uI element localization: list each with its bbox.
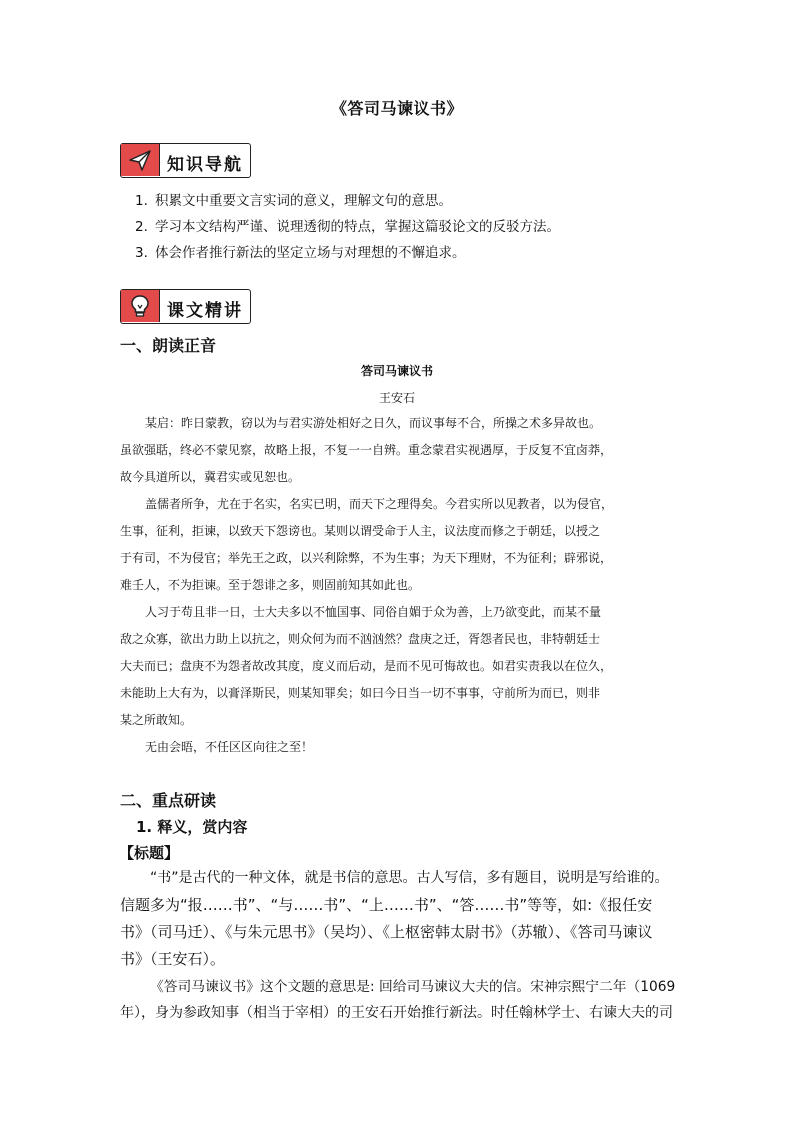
section-badge-text-intensive [120, 289, 251, 324]
classical-line: 未能助上大有为，以膏泽斯民，则某知罪矣；如曰今日当一切不事事，守前所为而已，则非 [120, 686, 601, 700]
tag-title: 【标题】 [119, 844, 180, 862]
badge-label: 课文精讲 [167, 301, 243, 321]
body-line: 书》（司马迁）、《与朱元思书》（吴均）、《上枢密韩太尉书》（苏辙）、《答司马谏议 [120, 923, 653, 941]
objective-item [135, 218, 560, 236]
classical-line: 盖儒者所争，尤在于名实，名实已明，而天下之理得矣。今君实所以见教者，以为侵官， [145, 497, 614, 511]
classical-line: 人习于苟且非一日，士大夫多以不恤国事、同俗自媚于众为善，上乃欲变此，而某不量 [145, 605, 602, 619]
badge-icon-box [121, 144, 160, 176]
classical-line: 生事，征利，拒谏，以致天下怨谤也。某则以谓受命于人主，议法度而修之于朝廷，以授之 [120, 524, 601, 538]
classical-line: 某启：昨日蒙教，窃以为与君实游处相好之日久，而议事每不合，所操之术多异故也。 [145, 416, 602, 430]
objective-number: 1. [135, 193, 148, 209]
badge-icon-box [121, 290, 160, 322]
body-line: 书》（王安石）。 [120, 950, 226, 968]
body-line: 信题多为“报……书”、“与……书”、“上……书”、“答……书”等等，如:《报任安 [120, 896, 653, 914]
objective-item [135, 192, 452, 210]
section-badge-knowledge-nav [120, 143, 251, 178]
objective-text: 学习本文结构严谨、说理透彻的特点，掌握这篇驳论文的反驳方法。 [155, 219, 560, 235]
objective-item [135, 244, 466, 262]
paper-plane-icon [127, 148, 153, 172]
classical-line: 敌之众寡，欲出力助上以抗之，则众何为而不汹汹然？盘庚之迁，胥怨者民也，非特朝廷士 [120, 632, 601, 646]
objective-number: 2. [135, 219, 148, 235]
objective-text: 积累文中重要文言实词的意义，理解文句的意思。 [155, 193, 452, 209]
classical-text-author: 王安石 [378, 391, 415, 405]
classical-line: 故今具道所以，冀君实或见恕也。 [120, 470, 301, 484]
classical-line: 大夫而已；盘庚不为怨者故改其度，度义而后动，是而不见可悔故也。如君实责我以在位久， [120, 659, 613, 673]
light-bulb-icon [127, 294, 153, 318]
document-title: 《答司马谏议书》 [330, 99, 463, 118]
classical-line: 某之所敢知。 [120, 713, 193, 727]
classical-line: 无由会晤，不任区区向往之至！ [145, 740, 314, 754]
body-line: 年），身为参政知事（相当于宰相）的王安石开始推行新法。时任翰林学士、右谏大夫的司 [120, 1005, 673, 1021]
section-heading-key-study: 二、重点研读 [120, 791, 217, 810]
body-line: 《答司马谏议书》这个文题的意思是: 回给司马谏议大夫的信。宋神宗熙宁二年（1069 [150, 979, 676, 995]
classical-text-title: 答司马谏议书 [360, 364, 433, 378]
objective-text: 体会作者推行新法的坚定立场与对理想的不懈追求。 [155, 245, 466, 261]
badge-label: 知识导航 [167, 155, 243, 175]
classical-line: 难壬人，不为拒谏。至于怨诽之多，则固前知其如此也。 [120, 578, 421, 592]
subsection-heading: 1. 释义，赏内容 [136, 818, 248, 836]
classical-line: 虽欲强聒，终必不蒙见察，故略上报，不复一一自辨。重念蒙君实视遇厚，于反复不宜卤莽， [120, 443, 613, 457]
classical-line: 于有司，不为侵官；举先王之政，以兴利除弊，不为生事；为天下理财，不为征利；辟邪说， [120, 551, 613, 565]
body-line: “书”是古代的一种文体，就是书信的意思。古人写信，多有题目，说明是写给谁的。 [150, 870, 669, 886]
section-heading-reading: 一、朗读正音 [120, 336, 217, 355]
objective-number: 3. [135, 245, 148, 261]
